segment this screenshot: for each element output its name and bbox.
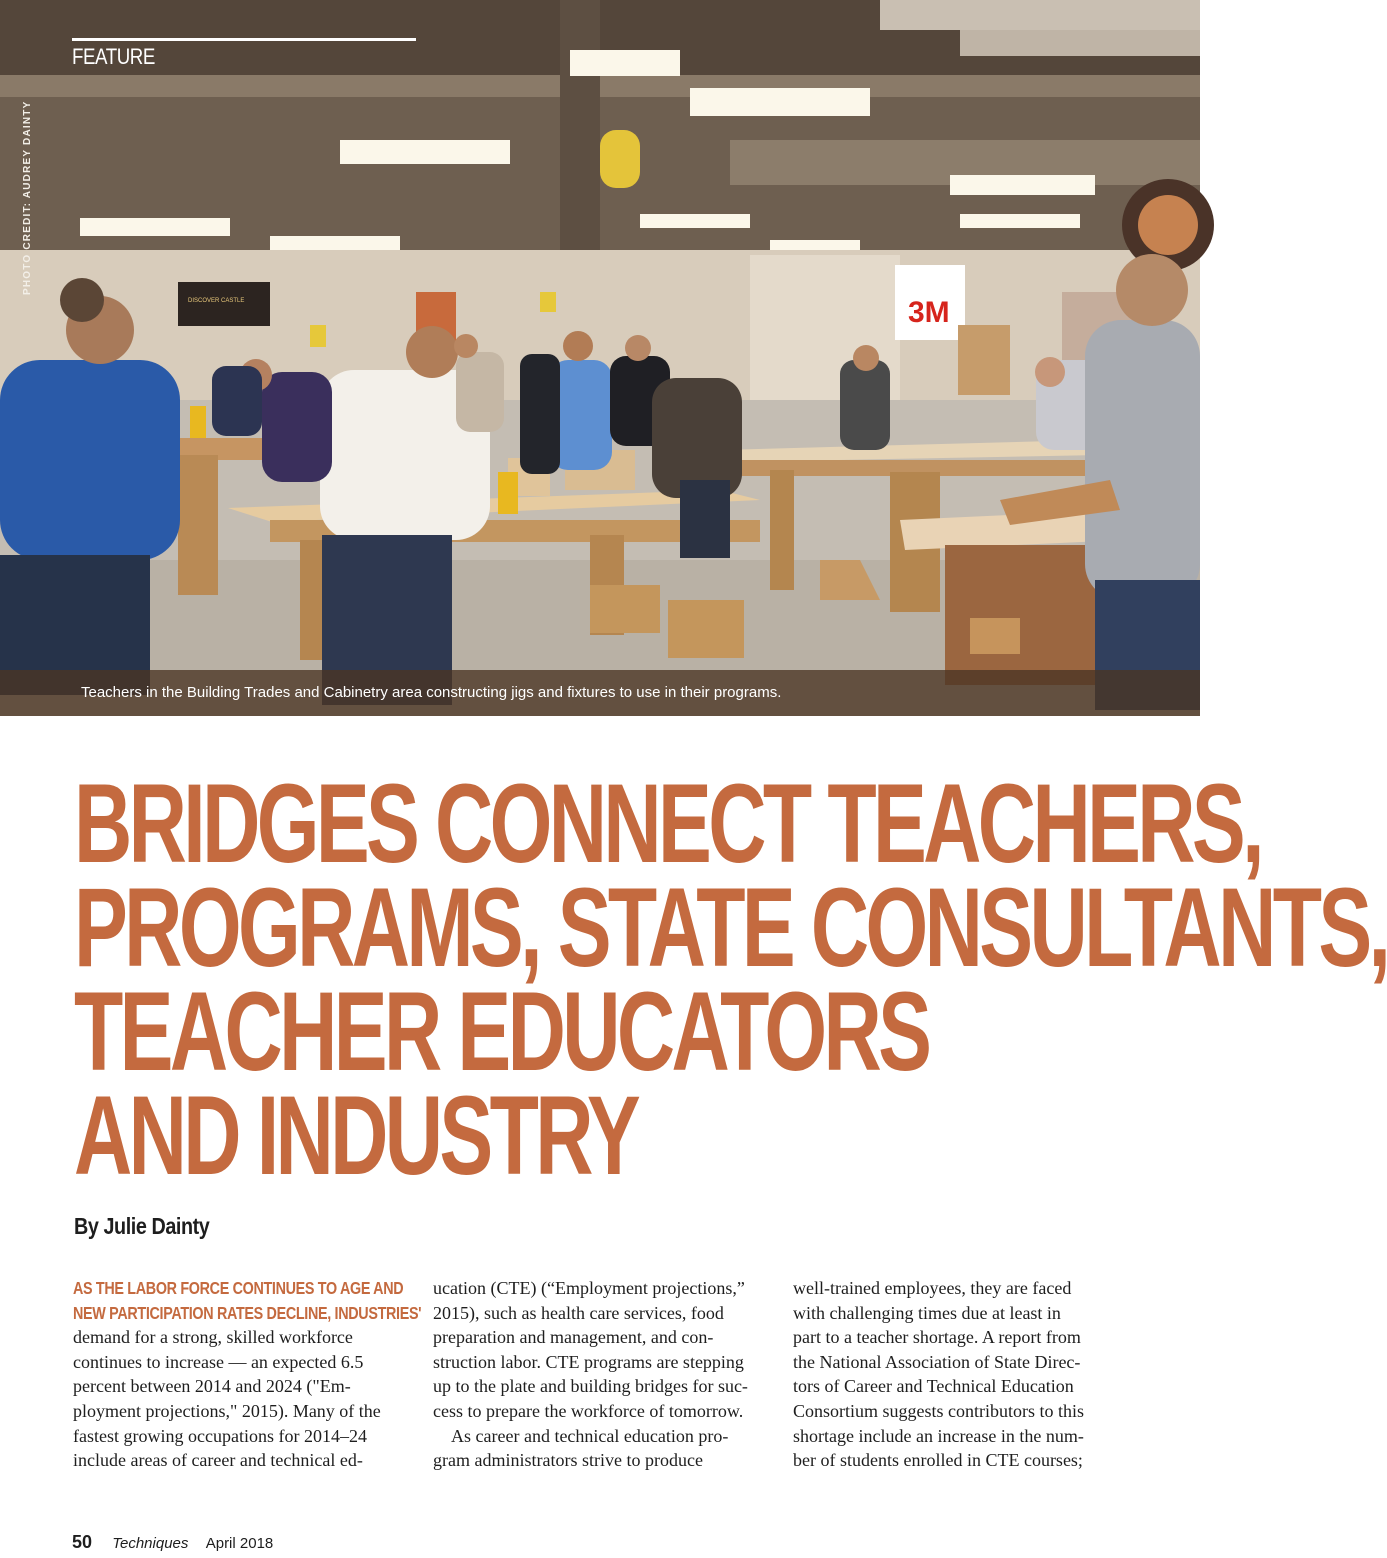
headline-line: TEACHER EDUCATORS (74, 969, 929, 1094)
body-line: well-trained employees, they are faced (793, 1278, 1072, 1298)
workshop-photo-illustration (0, 0, 1200, 716)
lead-in-line: AS THE LABOR FORCE CONTINUES TO AGE AND (73, 1278, 404, 1298)
body-line: Consortium suggests contributors to this (793, 1400, 1085, 1421)
body-line: shortage include an increase in the num- (793, 1425, 1084, 1446)
body-line: tors of Career and Technical Education (793, 1376, 1074, 1397)
body-line: ber of students enrolled in CTE courses; (793, 1450, 1083, 1471)
page-number: 50 (72, 1532, 93, 1552)
body-line: gram administrators strive to produce (433, 1450, 703, 1471)
body-line: ucation (CTE) (“Employment projections,” (433, 1278, 745, 1298)
body-line: demand for a strong, skilled workforce (73, 1327, 353, 1348)
body-line: continues to increase — an expected 6.5 (73, 1351, 364, 1372)
headline-line: BRIDGES CONNECT TEACHERS, (74, 761, 1261, 886)
photo-caption: Teachers in the Building Trades and Cabinetry area constructing jigs and fixtures to use in their programs. (81, 684, 782, 701)
feature-rule (72, 38, 416, 41)
body-line: ployment projections," 2015). Many of the (73, 1400, 381, 1421)
body-line: struction labor. CTE programs are stepping (433, 1351, 744, 1372)
body-line: part to a teacher shortage. A report from (793, 1327, 1081, 1348)
photo-credit: PHOTO CREDIT: AUDREY DAINTY (22, 100, 33, 295)
workshop-photo (0, 0, 1200, 716)
body-column-1 (73, 1276, 422, 1473)
lead-in-line: NEW PARTICIPATION RATES DECLINE, INDUSTRIES' (73, 1302, 422, 1323)
body-line: up to the plate and building bridges for suc- (433, 1376, 748, 1397)
body-column-3 (793, 1276, 1129, 1473)
3m-sign-text: 3M (908, 296, 950, 329)
body-line: preparation and management, and con- (433, 1327, 714, 1348)
body-line: with challenging times due at least in (793, 1302, 1061, 1323)
body-line: 2015), such as health care services, food (433, 1302, 724, 1323)
body-line: percent between 2014 and 2024 ("Em- (73, 1376, 351, 1397)
headline-line: PROGRAMS, STATE CONSULTANTS, (74, 865, 1387, 990)
body-line: cess to prepare the workforce of tomorrow. (433, 1400, 744, 1421)
body-line: As career and technical education pro- (451, 1425, 729, 1446)
byline: By Julie Dainty (74, 1213, 210, 1239)
body-line: the National Association of State Direc- (793, 1351, 1081, 1372)
body-line: include areas of career and technical ed- (73, 1450, 363, 1471)
body-line: fastest growing occupations for 2014–24 (73, 1425, 367, 1446)
headline-line: AND INDUSTRY (74, 1073, 638, 1198)
poster-text: DISCOVER CASTLE (188, 298, 245, 304)
body-column-2 (433, 1276, 769, 1473)
page-folio (72, 1532, 273, 1553)
article-headline (74, 761, 1387, 1198)
section-label: FEATURE (72, 44, 155, 69)
magazine-name: Techniques (112, 1535, 189, 1552)
issue-date: April 2018 (205, 1535, 274, 1552)
